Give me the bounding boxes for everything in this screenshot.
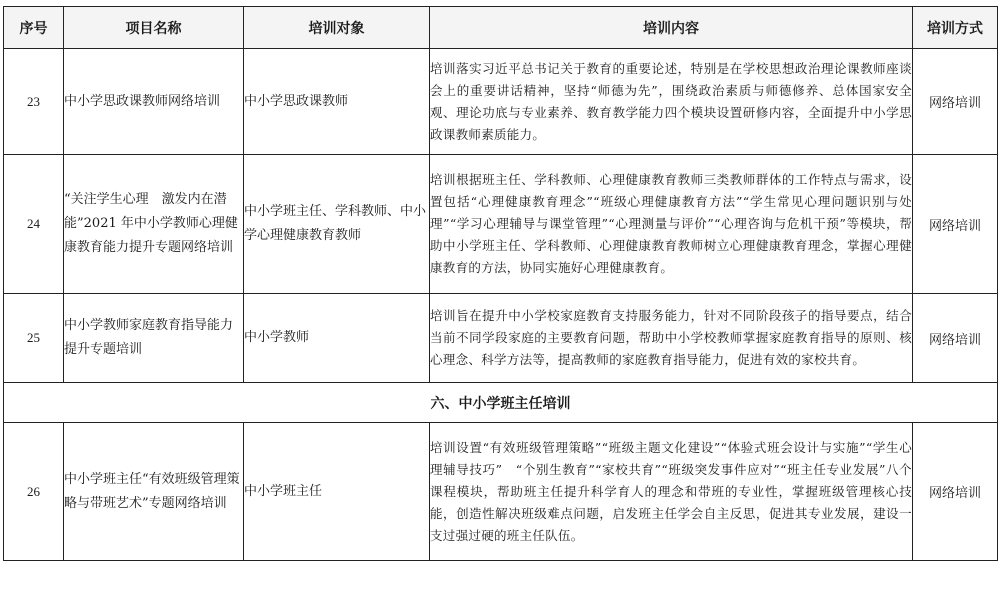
training-content: 培训根据班主任、学科教师、心理健康教育教师三类教师群体的工作特点与需求，设置包括“心理健康教育理念”“班级心理健康教育方法”“学生常见心理问题识别与处理”“学习心理辅导与课堂管理”“心理测量与评价”“心理咨询与危机干预”等模块，帮助中小学班主任、学科教师、心理健康教育教师树立心理健康教育理念，掌握心理健康教育的方法，协同实施好心理健康教育。 — [430, 155, 913, 294]
training-table — [3, 6, 998, 561]
header-row — [4, 7, 998, 49]
row-number: 23 — [4, 49, 64, 155]
header-mode: 培训方式 — [913, 7, 998, 49]
row-number: 26 — [4, 423, 64, 561]
training-mode: 网络培训 — [913, 155, 998, 294]
table-row — [4, 155, 998, 294]
table-row — [4, 294, 998, 383]
header-audience: 培训对象 — [244, 7, 430, 49]
training-content: 培训设置“有效班级管理策略”“班级主题文化建设”“体验式班会设计与实施”“学生心理辅导技巧” “个别生教育”“家校共育”“班级突发事件应对”“班主任专业发展”八个课程模块，帮助班主任提升科学育人的理念和带班的专业性，掌握班级管理核心技能，创造性解决班级难点问题，启发班主任学会自主反思，促进其专业发展，建设一支过强过硬的班主任队伍。 — [430, 423, 913, 561]
training-mode: 网络培训 — [913, 49, 998, 155]
project-name: “关注学生心理 激发内在潜能”2021 年中小学教师心理健康教育能力提升专题网络培训 — [64, 155, 244, 294]
training-mode: 网络培训 — [913, 423, 998, 561]
header-name: 项目名称 — [64, 7, 244, 49]
project-name: 中小学班主任“有效班级管理策略与带班艺术”专题网络培训 — [64, 423, 244, 561]
section-row — [4, 383, 998, 423]
section-title: 六、中小学班主任培训 — [4, 383, 998, 423]
training-audience: 中小学班主任、学科教师、中小学心理健康教育教师 — [244, 155, 430, 294]
project-name: 中小学思政课教师网络培训 — [64, 49, 244, 155]
training-content: 培训落实习近平总书记关于教育的重要论述，特别是在学校思想政治理论课教师座谈会上的重要讲话精神，坚持“师德为先”，围绕政治素质与师德修养、总体国家安全观、理论功底与专业素养、教育教学能力四个模块设置研修内容，全面提升中小学思政课教师素质能力。 — [430, 49, 913, 155]
training-audience: 中小学班主任 — [244, 423, 430, 561]
table-row — [4, 49, 998, 155]
training-mode: 网络培训 — [913, 294, 998, 383]
training-audience: 中小学教师 — [244, 294, 430, 383]
table-row — [4, 423, 998, 561]
project-name: 中小学教师家庭教育指导能力提升专题培训 — [64, 294, 244, 383]
training-content: 培训旨在提升中小学校家庭教育支持服务能力，针对不同阶段孩子的指导要点，结合当前不同学段家庭的主要教育问题，帮助中小学校教师掌握家庭教育指导的原则、核心理念、科学方法等，提高教师的家庭教育指导能力，促进有效的家校共育。 — [430, 294, 913, 383]
row-number: 24 — [4, 155, 64, 294]
header-content: 培训内容 — [430, 7, 913, 49]
training-audience: 中小学思政课教师 — [244, 49, 430, 155]
row-number: 25 — [4, 294, 64, 383]
header-no: 序号 — [4, 7, 64, 49]
